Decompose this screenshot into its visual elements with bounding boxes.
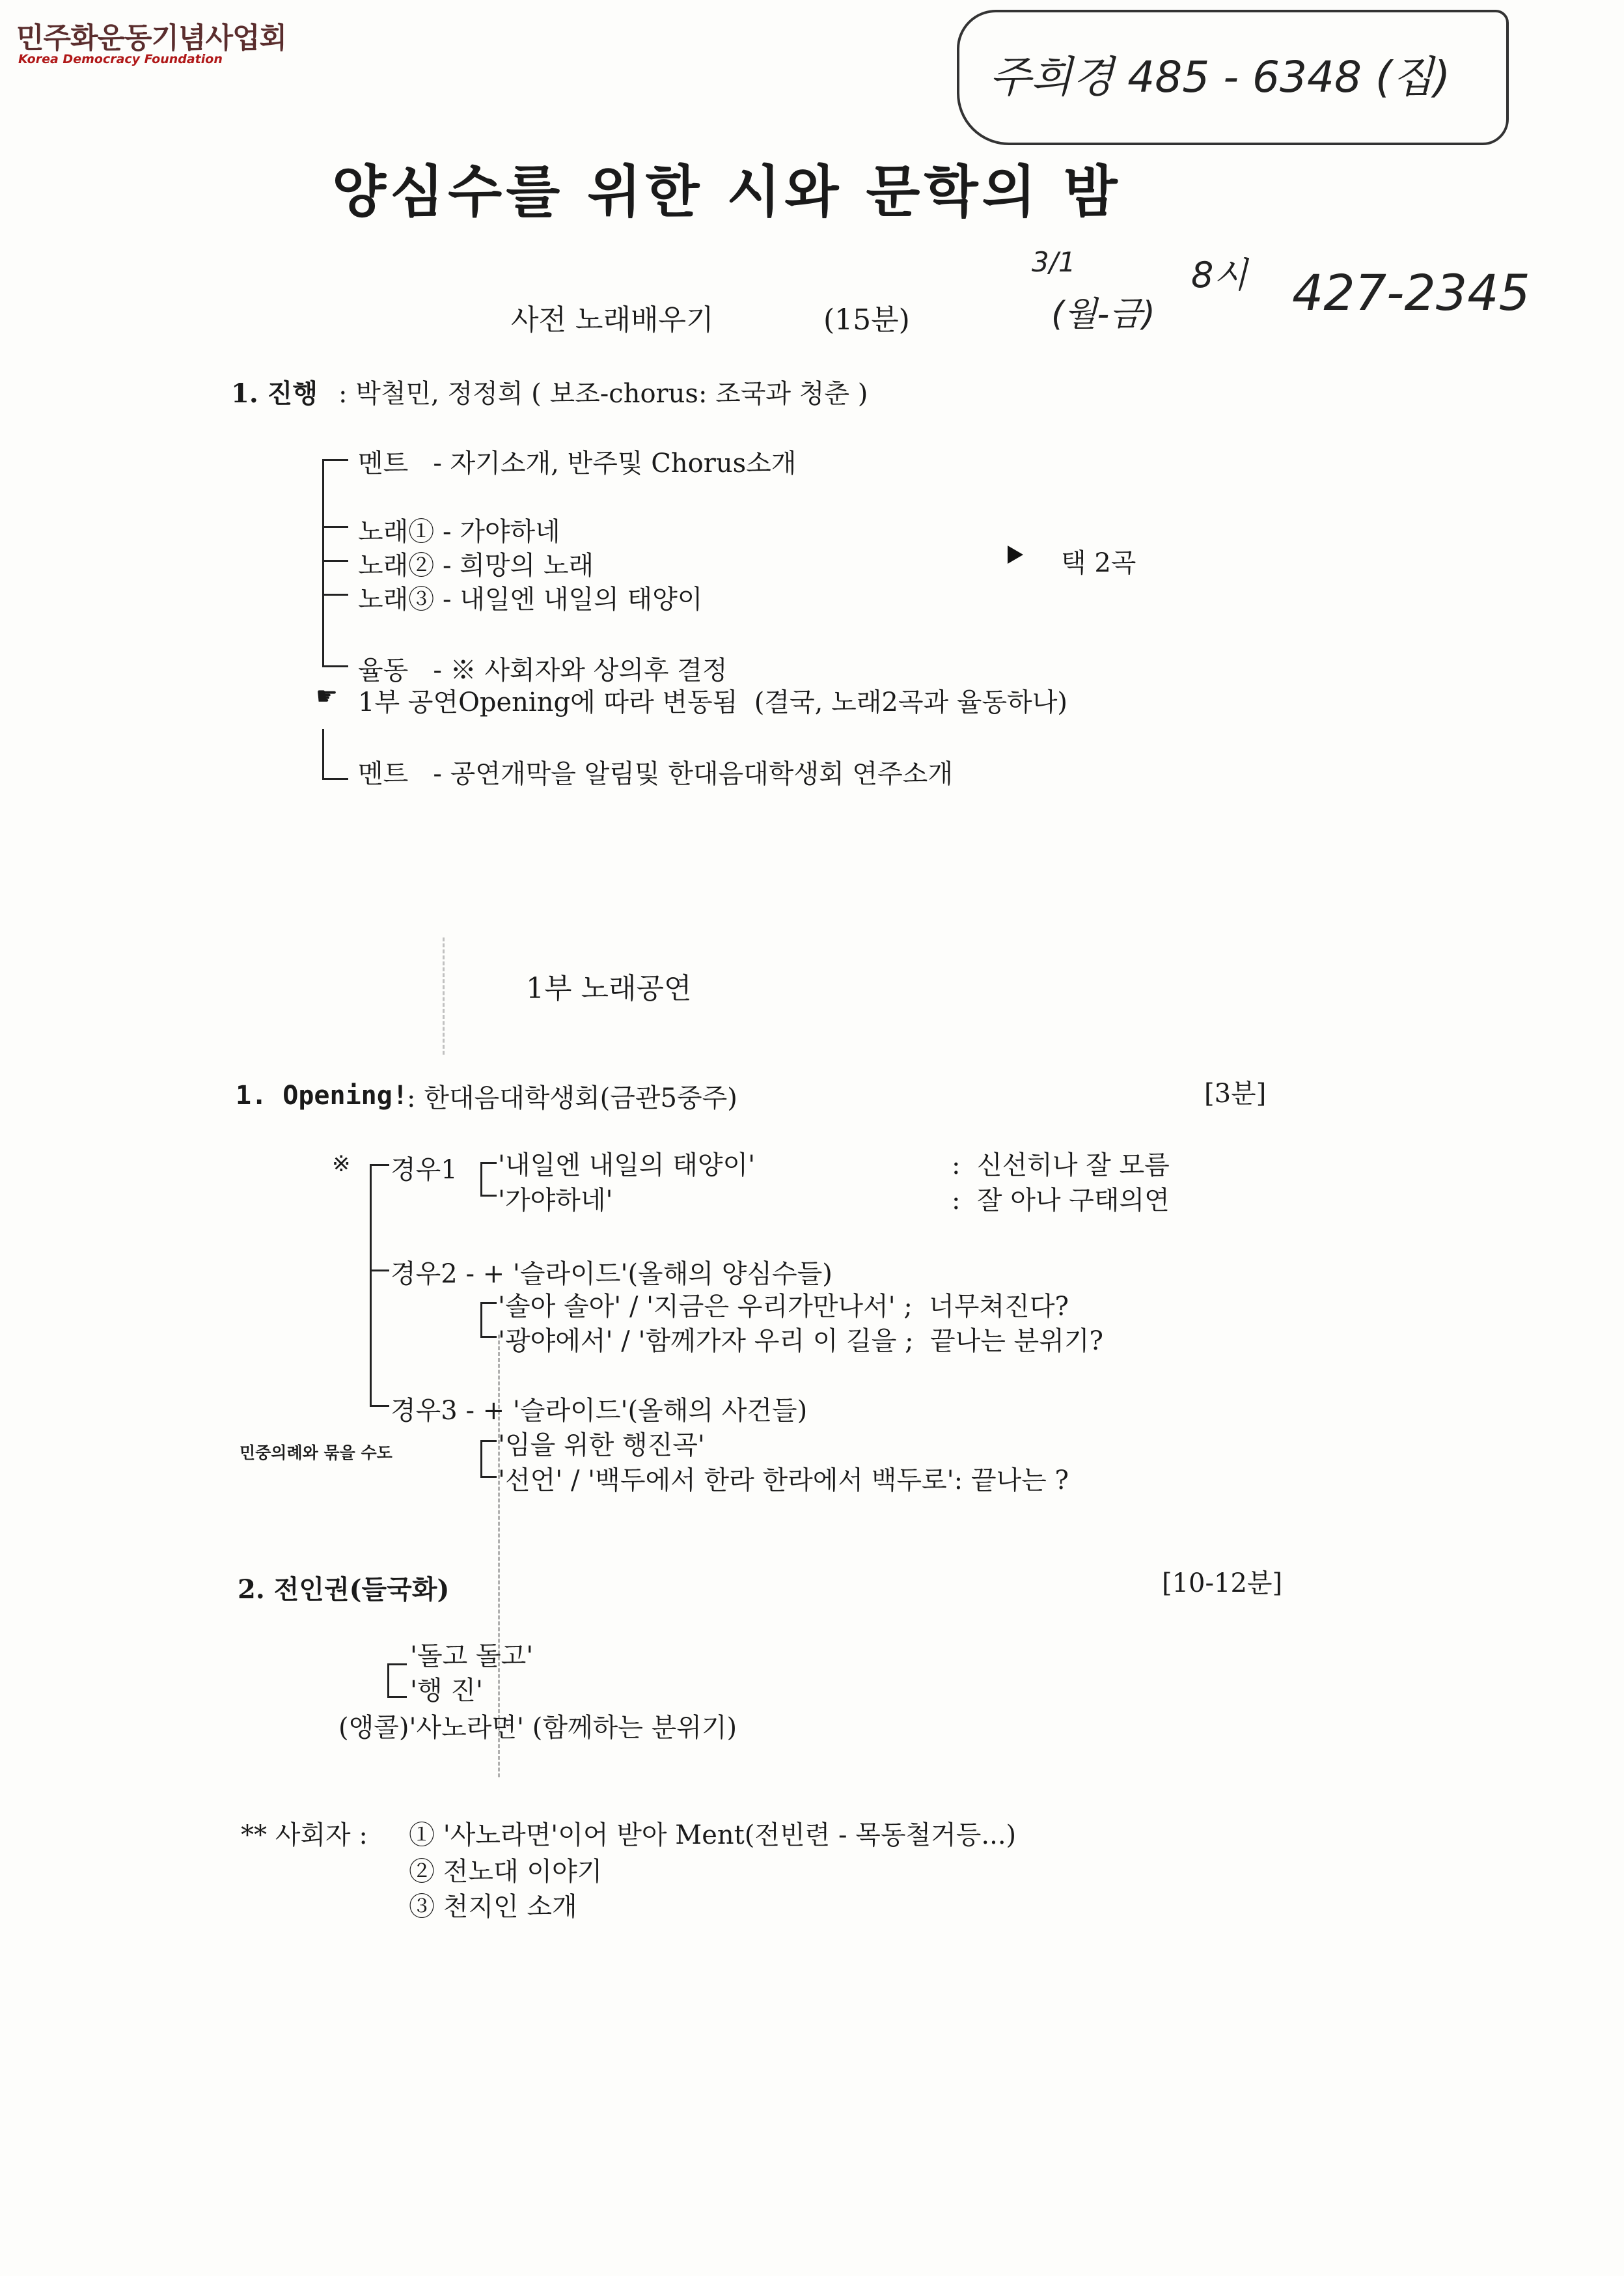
tree-branch (322, 594, 348, 596)
tree-branch (322, 665, 348, 667)
pre-item-ment: 멘트 - 자기소개, 반주및 Chorus소개 (358, 449, 797, 479)
pre-item-ment-closing: 멘트 - 공연개막을 알림및 한대음대학생회 연주소개 (358, 759, 953, 789)
pre-item-song1: 노래① - 가야하네 (358, 517, 560, 547)
item2-encore: (앵콜)'사노라면' (함께하는 분위기) (338, 1713, 737, 1743)
handwritten-note-time: 8시 (1191, 255, 1248, 296)
logo-english: Korea Democracy Foundation (18, 52, 223, 66)
opening-label: 1. Opening! (236, 1081, 408, 1111)
case2-item2: '광야에서' / '함께가자 우리 이 길을 ; 끝나는 분위기? (498, 1326, 1103, 1356)
opening-time: [3분] (1204, 1079, 1267, 1109)
case1-bracket (480, 1162, 482, 1195)
tree-branch (370, 1164, 389, 1166)
tree-line-pre-top (322, 459, 324, 622)
pre-item-song2: 노래② - 희망의 노래 (358, 551, 594, 581)
item2-time: [10-12분] (1162, 1568, 1283, 1598)
tree-branch (322, 526, 348, 528)
case1-song2: '가야하네' (498, 1186, 613, 1215)
tree-branch (387, 1696, 407, 1698)
section-heading-pre: 사전 노래배우기 (511, 303, 714, 337)
case1-label: 경우1 (391, 1155, 458, 1185)
case2-label: 경우2 - + '슬라이드'(올해의 양심수들) (391, 1259, 833, 1289)
mc-item2: ② 전노대 이야기 (409, 1857, 603, 1887)
item2-label: 2. 전인권(들국화) (238, 1574, 450, 1605)
choice-note: 택 2곡 (1061, 548, 1136, 578)
handwritten-note-days: (월-금) (1051, 295, 1155, 334)
tree-branch (322, 778, 348, 780)
tree-branch (480, 1336, 497, 1338)
logo-korean: 민주화운동기념사업회 (16, 21, 287, 55)
tree-branch (480, 1302, 497, 1304)
mc-label: ** 사회자 : (241, 1820, 368, 1850)
mc-item1: ① '사노라면'이어 받아 Ment(전빈련 - 목동철거등...) (409, 1820, 1017, 1850)
case3-item1: '임을 위한 행진곡' (498, 1430, 705, 1460)
tree-branch (322, 459, 348, 461)
case3-side-note: 민중의례와 묶을 수도 (240, 1443, 392, 1462)
case1-note1: : 신선히나 잘 모름 (952, 1150, 1170, 1180)
arrow-right-icon (1008, 546, 1023, 564)
tree-branch (370, 1270, 389, 1271)
case1-song1: '내일엔 내일의 태양이' (498, 1150, 756, 1180)
tree-line-pre-bottom (322, 729, 324, 778)
handwritten-note-phone: 427-2345 (1292, 264, 1530, 322)
item2-bracket (387, 1663, 389, 1696)
tree-branch (322, 560, 348, 562)
tree-branch (480, 1440, 497, 1442)
pre-item-song3: 노래③ - 내일엔 내일의 태양이 (358, 585, 703, 615)
handwritten-phone-home: 주희경 485 - 6348 (집) (989, 52, 1451, 102)
case3-label: 경우3 - + '슬라이드'(올해의 사건들) (391, 1396, 808, 1426)
item2-song2: '행 진' (410, 1676, 483, 1706)
pre-item-opening-note: 1부 공연Opening에 따라 변동됨 (결국, 노래2곡과 율동하나) (358, 687, 1067, 717)
tree-branch (370, 1405, 389, 1407)
case3-item2: '선언' / '백두에서 한라 한라에서 백두로': 끝나는 ? (498, 1465, 1069, 1495)
reference-mark: ※ (332, 1151, 351, 1177)
handwritten-note-date: 3/1 (1032, 246, 1076, 278)
tree-branch (480, 1195, 497, 1197)
item2-song1: '돌고 돌고' (410, 1641, 534, 1671)
mc-item3: ③ 천지인 소개 (409, 1892, 577, 1922)
case3-bracket (480, 1440, 482, 1476)
pre-item-dance: 율동 - ※ 사회자와 상의후 결정 (358, 656, 728, 686)
tree-line-pre-mid (322, 622, 324, 667)
fold-line (443, 937, 445, 1055)
section-duration-pre: (15분) (823, 303, 910, 337)
tree-branch (387, 1663, 407, 1665)
tree-branch (480, 1476, 497, 1478)
document-title: 양심수를 위한 시와 문학의 밤 (332, 160, 1122, 225)
case-tree-line (370, 1164, 372, 1405)
case2-bracket (480, 1302, 482, 1336)
opening-text: : 한대음대학생회(금관5중주) (407, 1083, 737, 1113)
hand-pointer-icon: ☛ (316, 682, 338, 710)
progress-label: 1. 진행 (231, 378, 318, 409)
progress-text: : 박철민, 정정희 ( 보조-chorus: 조국과 청춘 ) (338, 379, 868, 409)
tree-branch (480, 1162, 497, 1164)
case2-item1: '솔아 솔아' / '지금은 우리가만나서' ; 너무쳐진다? (498, 1292, 1069, 1322)
section-heading-part1: 1부 노래공연 (526, 972, 692, 1005)
case1-note2: : 잘 아나 구태의연 (952, 1186, 1170, 1215)
